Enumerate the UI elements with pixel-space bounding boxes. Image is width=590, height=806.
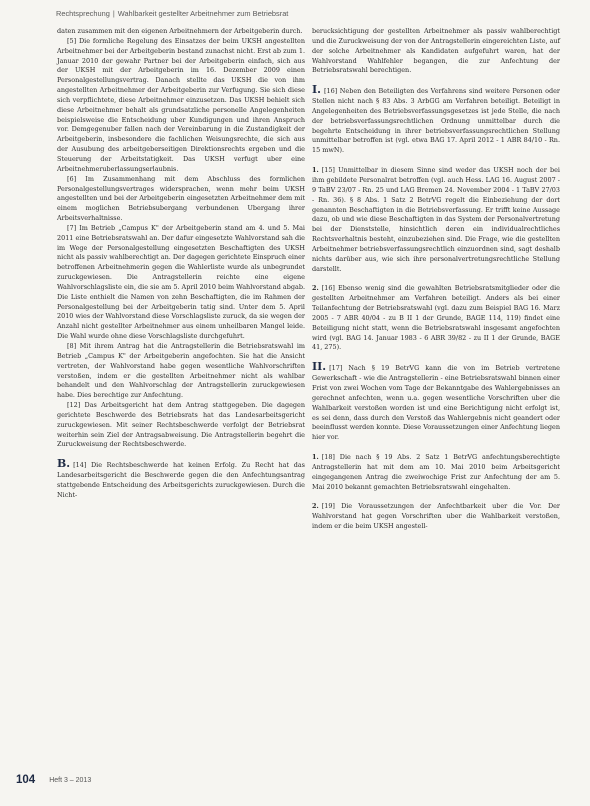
paragraph — [312, 284, 560, 353]
paragraph — [57, 224, 305, 342]
paragraph-text: [16] Ebenso wenig sind die gewahlten Betriebsratsmitglieder oder die gestellten Arbeitnehmer am Verfahren beteiligt. Anders als bei einer Teilanfechtung der Betriebsratswahl (vgl. dazu zum Beispiel BAG 16. Marz 2005 - 7 ABR 40/04 - zu B II 1 der Grunde, BAGE 114, 119) findet eine Beteiligung nicht statt, wenn die Betriebsratswahl insgesamt angefochten wird (vgl. BAG 14. Januar 1983 - 6 ABR 39/82 - zu II 1 der Grunde, BAGE 41, 275). — [312, 284, 560, 352]
paragraph — [312, 27, 560, 76]
paragraph-text: [18] Die nach § 19 Abs. 2 Satz 1 BetrVG anfechtungsberechtigte Antragstellerin hat mit dem am 10. Mai 2010 beim Arbeitsgericht eingegangenen Antrag die zweiwochige Frist zur Anfechtung der am 5. Mai 2010 bekannt gemachten Betriebsratswahl eingehalten. — [312, 453, 560, 491]
paragraph-text: daten zusammen mit den eigenen Arbeitnehmern der Arbeitgeberin durch. — [57, 27, 303, 35]
section-marker: I. — [312, 83, 321, 97]
paragraph — [57, 27, 305, 37]
page-number: 104 — [16, 774, 36, 786]
paragraph-text: [14] Die Rechtsbeschwerde hat keinen Erfolg. Zu Recht hat das Landesarbeitsgericht die Beschwerde gegen die den Anfechtungsantrag stattgebende Entscheidung des Arbeitsgerichts zuruckgewiesen. Durch die Nicht- — [57, 461, 305, 499]
paragraph-text: [5] Die formliche Regelung des Einsatzes der beim UKSH angestellten Arbeitnehmer bei der Arbeitgeberin bestand zunachst nicht. Erst ab zum 1. Januar 2010 der gewahr Partner bei der Arbeitgeberin einfach, sich aus der UKSH mit der Arbeitgeberin im 16. Dezember 2009 einen Personalgestellungsvertrag. Danach stellte das UKSH die von ihm angestellten Arbeitnehmer der Arbeitgeberin zur Verfugung. Sie sich diese sich verpflichtete, diese Arbeitnehmer einzusetzen. Das UKSH behielt sich diese Arbeitnehmer behalt als grundsatzliche personelle Angelegenheiten beispielsweise die Entscheidung uber Kundigungen und ihren Anspruch vor. Demgegenuber fallen nach der Vereinbarung in die Zustandigkeit der Arbeitgeberin, insbesondere die fachlichen Weisungsrechte, die sich aus der Ausubung des arbeitgeberseitigen Direktionsrechts ergeben und die Steuerung der Arbeitstatigkeit. Das UKSH verfugt uber eine Arbeitnehmeruberlassungserlaubnis. — [57, 36, 305, 173]
item-marker: 2. — [312, 284, 319, 293]
paragraph-text: [19] Die Voraussetzungen der Anfechtbarkeit uber die Vor. Der Wahlvorstand hat gegen Vorschriften uber die Wahlbarkeit verstoßen, indem er die beim UKSH angestell- — [312, 502, 560, 531]
item-marker: 2. — [312, 502, 319, 511]
paragraph-text: [6] Im Zusammenhang mit dem Abschluss des formlichen Personalgestellungsvertrages widersprachen, wenn mehr beim UKSH angestellten und bei der Arbeitgeberin eingesetzten Arbeitnehmer dem mit einem moglichen Betriebsubergang verbundenen Ubergang ihrer Arbeitsverhaltnisse. — [57, 174, 305, 223]
paragraph-text: [12] Das Arbeitsgericht hat dem Antrag stattgegeben. Die dagegen gerichtete Beschwerde des Betriebsrats hat das Landesarbeitsgericht zuruckgewiesen. Mit seiner Rechtsbeschwerde verfolgt der Betriebsrat weiterhin sein Ziel der Antragsabweisung. Die Antragstellerin begehrt die Zuruckweisung der Rechtsbeschwerde. — [57, 401, 305, 449]
item-marker: 1. — [312, 166, 319, 175]
paragraph — [312, 502, 560, 532]
section-marker: II. — [312, 360, 327, 374]
paragraph — [57, 342, 305, 401]
paragraph-text: [16] Neben den Beteiligten des Verfahrens sind weitere Personen oder Stellen nicht nach § 83 Abs. 3 ArbGG am Verfahren beteiligt. Beteiligt in Angelegenheiten des Betriebsverfassungsgesetzes ist jede Stelle, die nach der betriebsverfassungsrechtlichen Ordnung unmittelbar durch die begehrte Entscheidung in ihrer betriebsverfassungsrechtlichen Stellung unmittelbar betroffen ist (vgl. etwa BAG 17. April 2012 - 1 ABR 84/10 - Rn. 15 mwN). — [312, 87, 560, 155]
paragraph — [312, 166, 560, 274]
paragraph-text: [17] Nach § 19 BetrVG kann die von im Betrieb vertretene Gewerkschaft - wie die Antragstellerin - eine Betriebsratswahl binnen einer Frist von zwei Wochen vom Tage der Bekanntgabe des Wahlergebnisses an gerechnet anfechten, wenn u.a. gegen wesentliche Vorschriften uber die Wahlbarkeit verstoßen worden ist und eine Berichtigung nicht erfolgt ist, es sei denn, dass durch den Verstoß das Wahlergebnis nicht geandert oder beeinflusst werden konnte. Diese Voraussetzungen einer Anfechtung liegen hier vor. — [312, 364, 560, 442]
paragraph-text: berucksichtigung der gestellten Arbeitnehmer als passiv wahlberechtigt und die Zuruckweisung der von der Antragstellerin eingereichten Liste, auf der solche Arbeitnehmer als Kandidaten aufgefuhrt waren, hat der Wahlvorstand Wahlfehler begangen, die zur Anfechtung der Betriebsratswahl berechtigen. — [312, 27, 560, 75]
header-section: Rechtsprechung — [56, 9, 110, 18]
page-footer — [16, 774, 576, 786]
paragraph — [312, 85, 560, 156]
header-title: Wahlbarkeit gestellter Arbeitnehmer zum Betriebsrat — [117, 9, 289, 18]
paragraph — [57, 459, 305, 500]
item-marker: 1. — [312, 453, 319, 462]
paragraph-text: [15] Unmittelbar in diesem Sinne sind weder das UKSH noch der bei ihm gebildete Personalrat betroffen (vgl. auch Hess. LAG 16. August 2007 - 9 TaBV 23/07 - Rn. 25 und LAG Bremen 24. November 2004 - 1 TaBV 27/03 - Rn. 36). § 8 Abs. 1 Satz 2 BetrVG regelt die Einbeziehung der dort genannten Beschaftigten in die Betriebsverfassung. Er trifft keine Aussage dazu, ob und wie diese Beschaftigten in das System der Personalvertretung bei der Dienststelle, hinsichtlich deren ein individualrechtliches Rechtsverhaltnis besteht, einzubeziehen sind. Die Frage, wie die gestellten Arbeitnehmer betriebsverfassungsrechtlich einzuordnen sind, sagt deshalb nichts darüber aus, wie sich ihre personalvertretungsrechtliche Stellung darstellt. — [312, 166, 560, 273]
left-column — [57, 27, 305, 501]
issue-label: Heft 3 – 2013 — [49, 776, 92, 784]
paragraph-text: [7] Im Betrieb „Campus K" der Arbeitgeberin stand am 4. und 5. Mai 2011 eine Betriebsratswahl an. Der dafur eingesetzte Wahlvorstand sah die im Wege der Personalgestellung eingesetzten Beschaftigten des UKSH nicht als passiv wahlberechtigt an. Der dagegen gerichtete Einspruch einer betroffenen Arbeitnehmerin gegen die Wahlerliste wurde als unbegrundet zuruckgewiesen. Die Antragstellerin reichte eine eigene Wahlvorschlagsliste ein, die sie am 5. April 2010 beim Wahlvorstand abgab. Die Liste enthielt die Namen von zehn Beschaftigten, die im Rahmen der Personalgestellung bei der Arbeitgeberin tatig sind. Unter dem 5. April 2010 wies der Wahlvorstand diese Vorschlagsliste zuruck, da sie wegen der Anzahl nicht gestellter Arbeitnehmer aus einem unheilbaren Mangel leide. Die Wahl wurde ohne diese Vorschlagsliste durchgefuhrt. — [57, 223, 305, 341]
running-header — [56, 9, 556, 18]
paragraph — [57, 175, 305, 224]
right-column — [312, 27, 560, 532]
paragraph — [57, 37, 305, 175]
paragraph — [57, 401, 305, 450]
section-marker: B. — [57, 457, 71, 471]
paragraph-text: [8] Mit ihrem Antrag hat die Antragstellerin die Betriebsratswahl im Betrieb „Campus K" der Arbeitgeberin angefochten. Sie hat die Ansicht vertreten, der Wahlvorstand habe gegen wesentliche Wahlvorschriften verstoßen, indem er die gestellten Arbeitnehmer nicht als wahlbar behandelt und den Wahlvorschlag der Antragstellerin zuruckgewiesen habe. Dies berechtige zur Anfechtung. — [57, 342, 305, 400]
paragraph — [312, 362, 560, 443]
header-separator: | — [112, 9, 115, 18]
paragraph — [312, 453, 560, 492]
